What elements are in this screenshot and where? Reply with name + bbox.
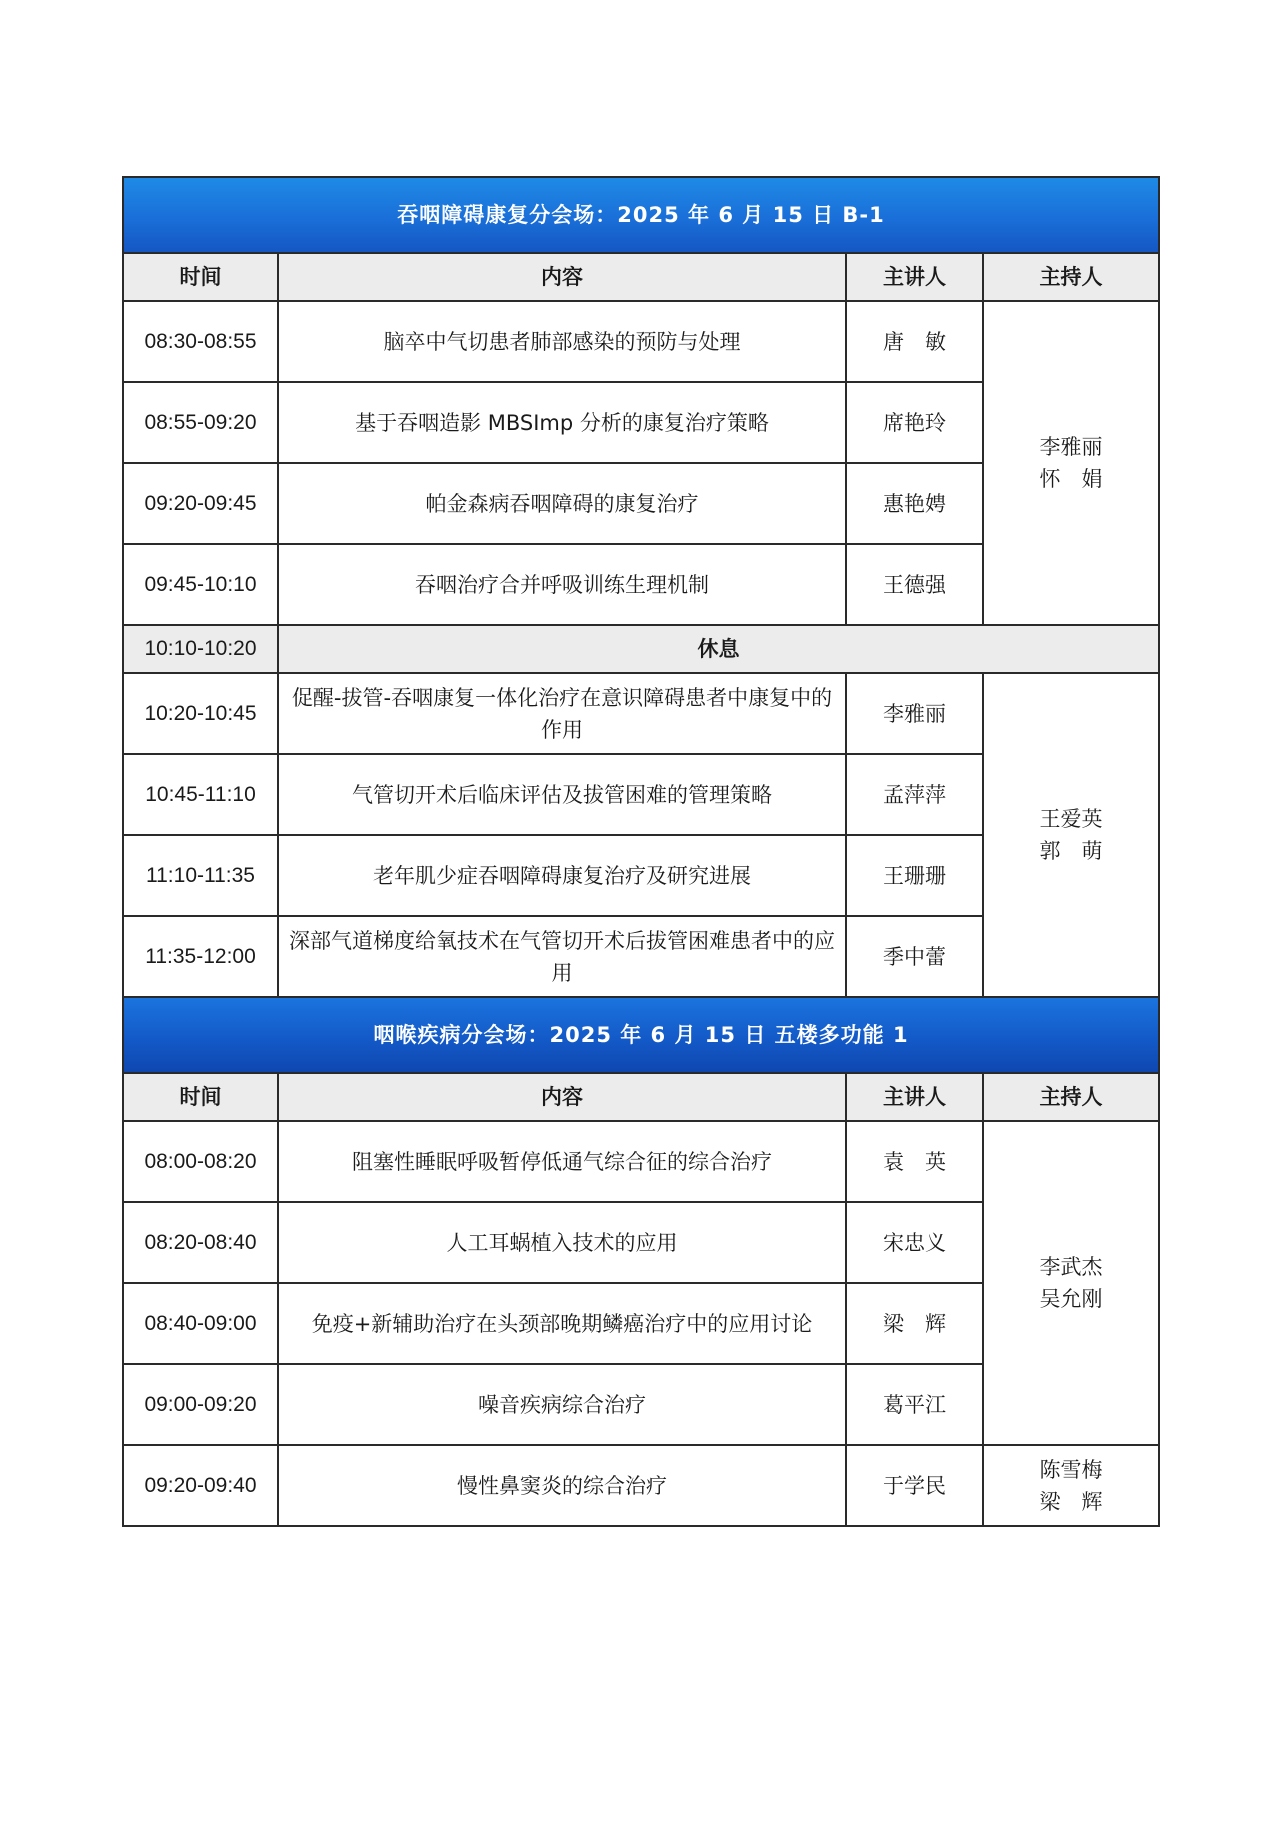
row-speaker: 惠艳娉 xyxy=(846,463,983,544)
table-row xyxy=(123,1121,1159,1202)
header-time: 时间 xyxy=(123,1073,278,1121)
table-row xyxy=(123,1445,1159,1526)
header-topic: 内容 xyxy=(278,253,846,301)
row-topic: 人工耳蜗植入技术的应用 xyxy=(278,1202,846,1283)
row-speaker: 王德强 xyxy=(846,544,983,625)
row-time: 08:55-09:20 xyxy=(123,382,278,463)
row-topic: 促醒-拔管-吞咽康复一体化治疗在意识障碍患者中康复中的作用 xyxy=(278,673,846,754)
table-row xyxy=(123,301,1159,382)
row-time: 09:00-09:20 xyxy=(123,1364,278,1445)
row-time: 09:45-10:10 xyxy=(123,544,278,625)
row-topic: 老年肌少症吞咽障碍康复治疗及研究进展 xyxy=(278,835,846,916)
table-header-row xyxy=(123,1073,1159,1121)
row-time: 08:30-08:55 xyxy=(123,301,278,382)
row-topic: 脑卒中气切患者肺部感染的预防与处理 xyxy=(278,301,846,382)
row-topic: 吞咽治疗合并呼吸训练生理机制 xyxy=(278,544,846,625)
row-topic: 帕金森病吞咽障碍的康复治疗 xyxy=(278,463,846,544)
row-time: 10:45-11:10 xyxy=(123,754,278,835)
schedule-page xyxy=(122,176,1158,1527)
row-time: 11:10-11:35 xyxy=(123,835,278,916)
header-speaker: 主讲人 xyxy=(846,253,983,301)
row-time: 11:35-12:00 xyxy=(123,916,278,997)
row-speaker: 唐 敏 xyxy=(846,301,983,382)
row-speaker: 王珊珊 xyxy=(846,835,983,916)
header-time: 时间 xyxy=(123,253,278,301)
row-speaker: 席艳玲 xyxy=(846,382,983,463)
row-topic: 深部气道梯度给氧技术在气管切开术后拔管困难患者中的应用 xyxy=(278,916,846,997)
row-time: 09:20-09:40 xyxy=(123,1445,278,1526)
host-name: 陈雪梅 xyxy=(1039,1457,1103,1482)
row-speaker: 李雅丽 xyxy=(846,673,983,754)
header-host: 主持人 xyxy=(983,1073,1159,1121)
row-speaker: 孟萍萍 xyxy=(846,754,983,835)
table-header-row xyxy=(123,253,1159,301)
host-cell xyxy=(983,1121,1159,1445)
row-topic: 慢性鼻窦炎的综合治疗 xyxy=(278,1445,846,1526)
host-name: 王爱英 xyxy=(1039,807,1103,831)
header-host: 主持人 xyxy=(983,253,1159,301)
host-cell xyxy=(983,1445,1159,1526)
row-time: 10:10-10:20 xyxy=(123,625,278,673)
host-name: 郭 萌 xyxy=(1039,839,1103,863)
schedule-table xyxy=(122,176,1160,1527)
host-name: 李雅丽 xyxy=(1039,435,1103,459)
session-title: 吞咽障碍康复分会场：2025 年 6 月 15 日 B-1 xyxy=(123,177,1159,253)
row-speaker: 宋忠义 xyxy=(846,1202,983,1283)
row-speaker: 梁 辉 xyxy=(846,1283,983,1364)
host-name: 怀 娟 xyxy=(1039,467,1103,491)
header-speaker: 主讲人 xyxy=(846,1073,983,1121)
row-speaker: 葛平江 xyxy=(846,1364,983,1445)
row-time: 10:20-10:45 xyxy=(123,673,278,754)
row-topic: 气管切开术后临床评估及拔管困难的管理策略 xyxy=(278,754,846,835)
row-speaker: 季中蕾 xyxy=(846,916,983,997)
row-speaker: 袁 英 xyxy=(846,1121,983,1202)
row-topic: 阻塞性睡眠呼吸暂停低通气综合征的综合治疗 xyxy=(278,1121,846,1202)
row-topic: 噪音疾病综合治疗 xyxy=(278,1364,846,1445)
host-name: 李武杰 xyxy=(1039,1255,1103,1279)
host-name: 吴允刚 xyxy=(1039,1287,1103,1311)
session-title: 咽喉疾病分会场：2025 年 6 月 15 日 五楼多功能 1 xyxy=(123,997,1159,1073)
host-cell xyxy=(983,301,1159,625)
break-label: 休息 xyxy=(278,625,1159,673)
row-time: 08:40-09:00 xyxy=(123,1283,278,1364)
host-cell xyxy=(983,673,1159,997)
row-speaker: 于学民 xyxy=(846,1445,983,1526)
row-topic: 基于吞咽造影 MBSImp 分析的康复治疗策略 xyxy=(278,382,846,463)
table-row xyxy=(123,673,1159,754)
host-name: 梁 辉 xyxy=(1039,1489,1103,1514)
session-banner xyxy=(123,997,1159,1073)
row-time: 08:20-08:40 xyxy=(123,1202,278,1283)
row-time: 09:20-09:45 xyxy=(123,463,278,544)
row-time: 08:00-08:20 xyxy=(123,1121,278,1202)
row-topic: 免疫+新辅助治疗在头颈部晚期鳞癌治疗中的应用讨论 xyxy=(278,1283,846,1364)
header-topic: 内容 xyxy=(278,1073,846,1121)
session-banner xyxy=(123,177,1159,253)
break-row xyxy=(123,625,1159,673)
